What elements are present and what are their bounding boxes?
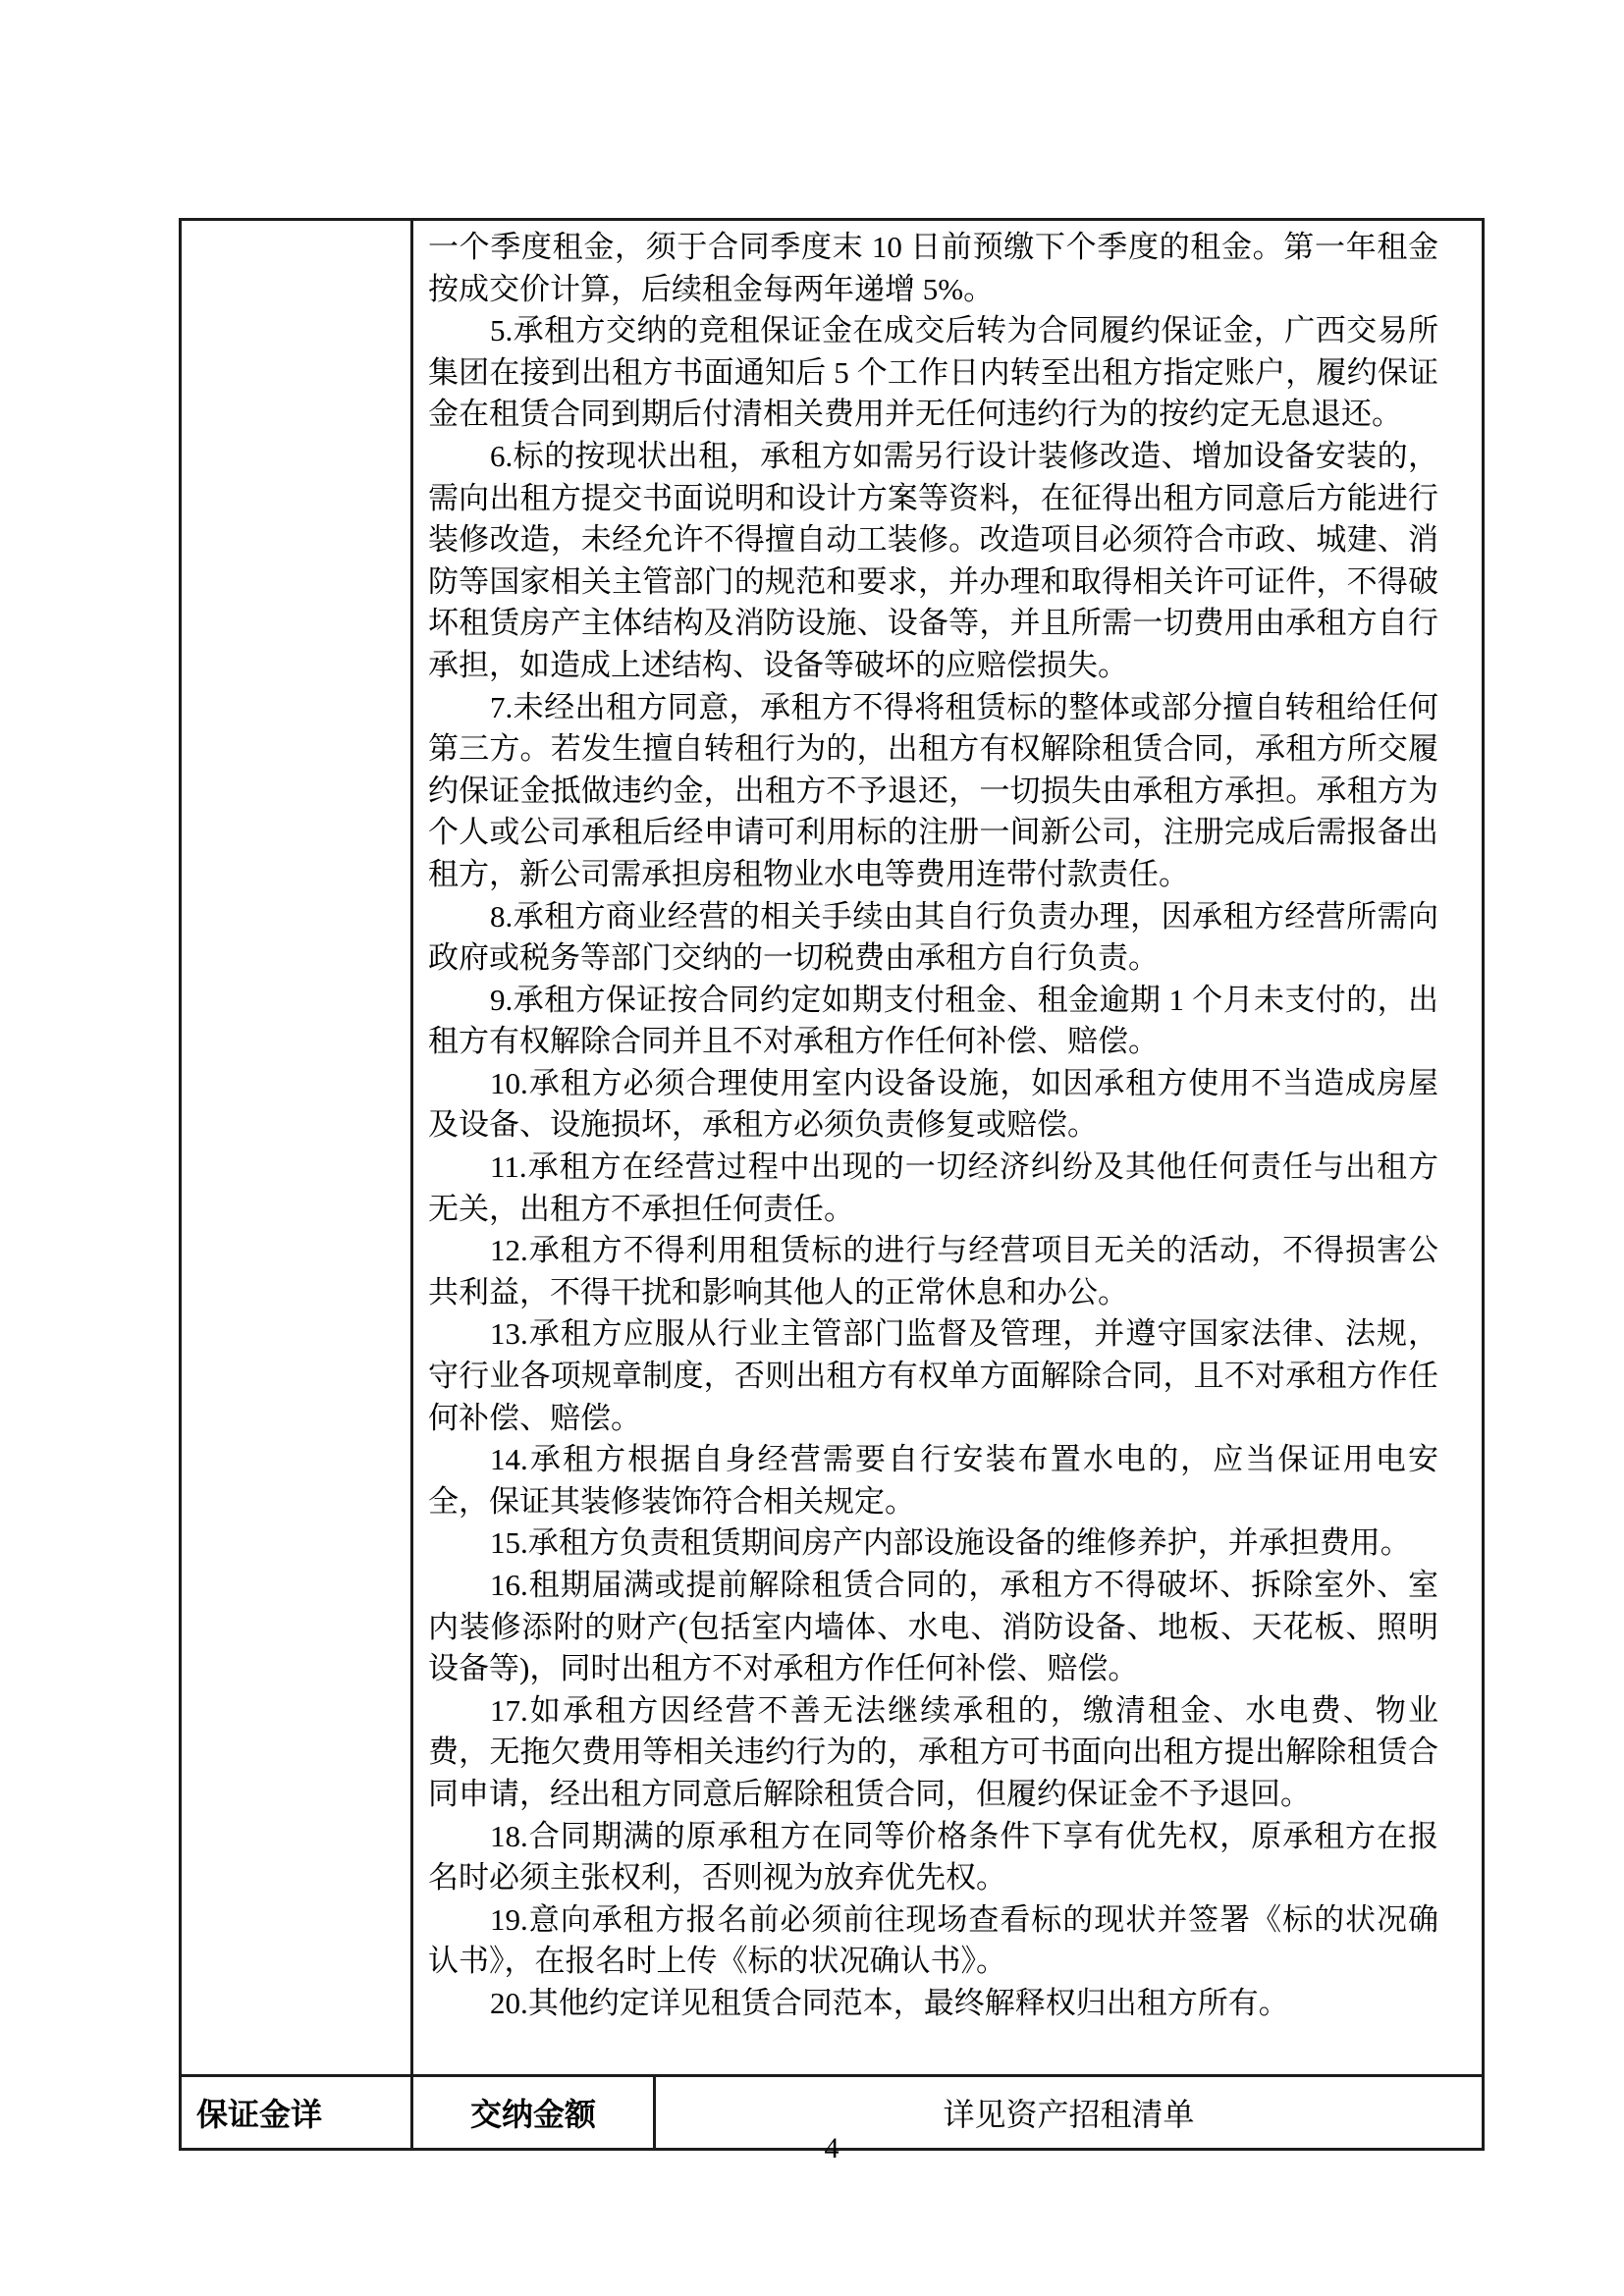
clause-paragraph: 8.承租方商业经营的相关手续由其自行负责办理，因承租方经营所需向政府或税务等部门交纳的一切税费由承租方自行负责。 <box>428 898 1438 976</box>
clause-paragraph: 10.承租方必须合理使用室内设备设施，如因承租方使用不当造成房屋及设备、设施损坏，承租方必须负责修复或赔偿。 <box>428 1065 1438 1143</box>
clause-paragraph: 一个季度租金，须于合同季度末 10 日前预缴下个季度的租金。第一年租金按成交价计算，后续租金每两年递增 5%。 <box>428 230 1438 306</box>
clause-paragraph: 9.承租方保证按合同约定如期支付租金、租金逾期 1 个月未支付的，出租方有权解除合同并且不对承租方作任何补偿、赔偿。 <box>428 982 1438 1059</box>
clause-paragraph: 13.承租方应服从行业主管部门监督及管理，并遵守国家法律、法规，守行业各项规章制度，否则出租方有权单方面解除合同，且不对承租方作任何补偿、赔偿。 <box>428 1316 1438 1435</box>
clause-paragraph: 11.承租方在经营过程中出现的一切经济纠纷及其他任何责任与出租方无关，出租方不承担任何责任。 <box>428 1149 1438 1226</box>
clause-paragraph: 5.承租方交纳的竞租保证金在成交后转为合同履约保证金，广西交易所集团在接到出租方书面通知后 5 个工作日内转至出租方指定账户，履约保证金在租赁合同到期后付清相关费用并无任何违约行为的按约定无息退还。 <box>428 313 1438 432</box>
clause-paragraph: 6.标的按现状出租，承租方如需另行设计装修改造、增加设备安装的，需向出租方提交书面说明和设计方案等资料，在征得出租方同意后方能进行装修改造，未经允许不得擅自动工装修。改造项目必须符合市政、城建、消防等国家相关主管部门的规范和要求，并办理和取得相关许可证件，不得破坏租赁房产主体结构及消防设施、设备等，并且所需一切费用由承租方自行承担，如造成上述结构、设备等破坏的应赔偿损失。 <box>428 438 1438 682</box>
terms-row <box>182 221 1482 2074</box>
clause-paragraph: 18.合同期满的原承租方在同等价格条件下享有优先权，原承租方在报名时必须主张权利，否则视为放弃优先权。 <box>428 1818 1438 1896</box>
payment-amount-value: 详见资产招租清单 <box>943 2097 1195 2132</box>
clause-paragraph: 20.其他约定详见租赁合同范本，最终解释权归出租方所有。 <box>490 1985 1289 2020</box>
terms-row-header-cell <box>182 221 413 2074</box>
clause-paragraph: 7.未经出租方同意，承租方不得将租赁标的整体或部分擅自转租给任何第三方。若发生擅自转租行为的，出租方有权解除租赁合同，承租方所交履约保证金抵做违约金，出租方不予退还，一切损失由承租方承担。承租方为个人或公司承租后经申请可利用标的注册一间新公司，注册完成后需报备出租方，新公司需承担房租物业水电等费用连带付款责任。 <box>428 689 1438 891</box>
clause-paragraph: 16.租期届满或提前解除租赁合同的，承租方不得破坏、拆除室外、室内装修添附的财产(包括室内墙体、水电、消防设备、地板、天花板、照明设备等)，同时出租方不对承租方作任何补偿、赔偿。 <box>428 1568 1438 1686</box>
contract-terms-table <box>179 218 1485 2151</box>
clause-paragraph: 19.意向承租方报名前必须前往现场查看标的现状并签署《标的状况确认书》，在报名时上传《标的状况确认书》。 <box>428 1901 1438 1979</box>
page-number: 4 <box>824 2132 839 2164</box>
deposit-label: 保证金详 <box>196 2097 323 2132</box>
clause-paragraph: 15.承租方负责租赁期间房产内部设施设备的维修养护，并承担费用。 <box>490 1525 1411 1561</box>
clause-paragraph: 14.承租方根据自身经营需要自行安装布置水电的，应当保证用电安全，保证其装修装饰符合相关规定。 <box>428 1442 1438 1519</box>
clause-paragraph: 17.如承租方因经营不善无法继续承租的，缴清租金、水电费、物业费，无拖欠费用等相关违约行为的，承租方可书面向出租方提出解除租赁合同申请，经出租方同意后解除租赁合同，但履约保证金不予退回。 <box>428 1692 1438 1811</box>
payment-amount-label: 交纳金额 <box>469 2097 596 2132</box>
clause-paragraph: 12.承租方不得利用租赁标的进行与经营项目无关的活动，不得损害公共利益，不得干扰和影响其他人的正常休息和办公。 <box>428 1233 1438 1309</box>
terms-content-cell <box>413 221 1482 2074</box>
